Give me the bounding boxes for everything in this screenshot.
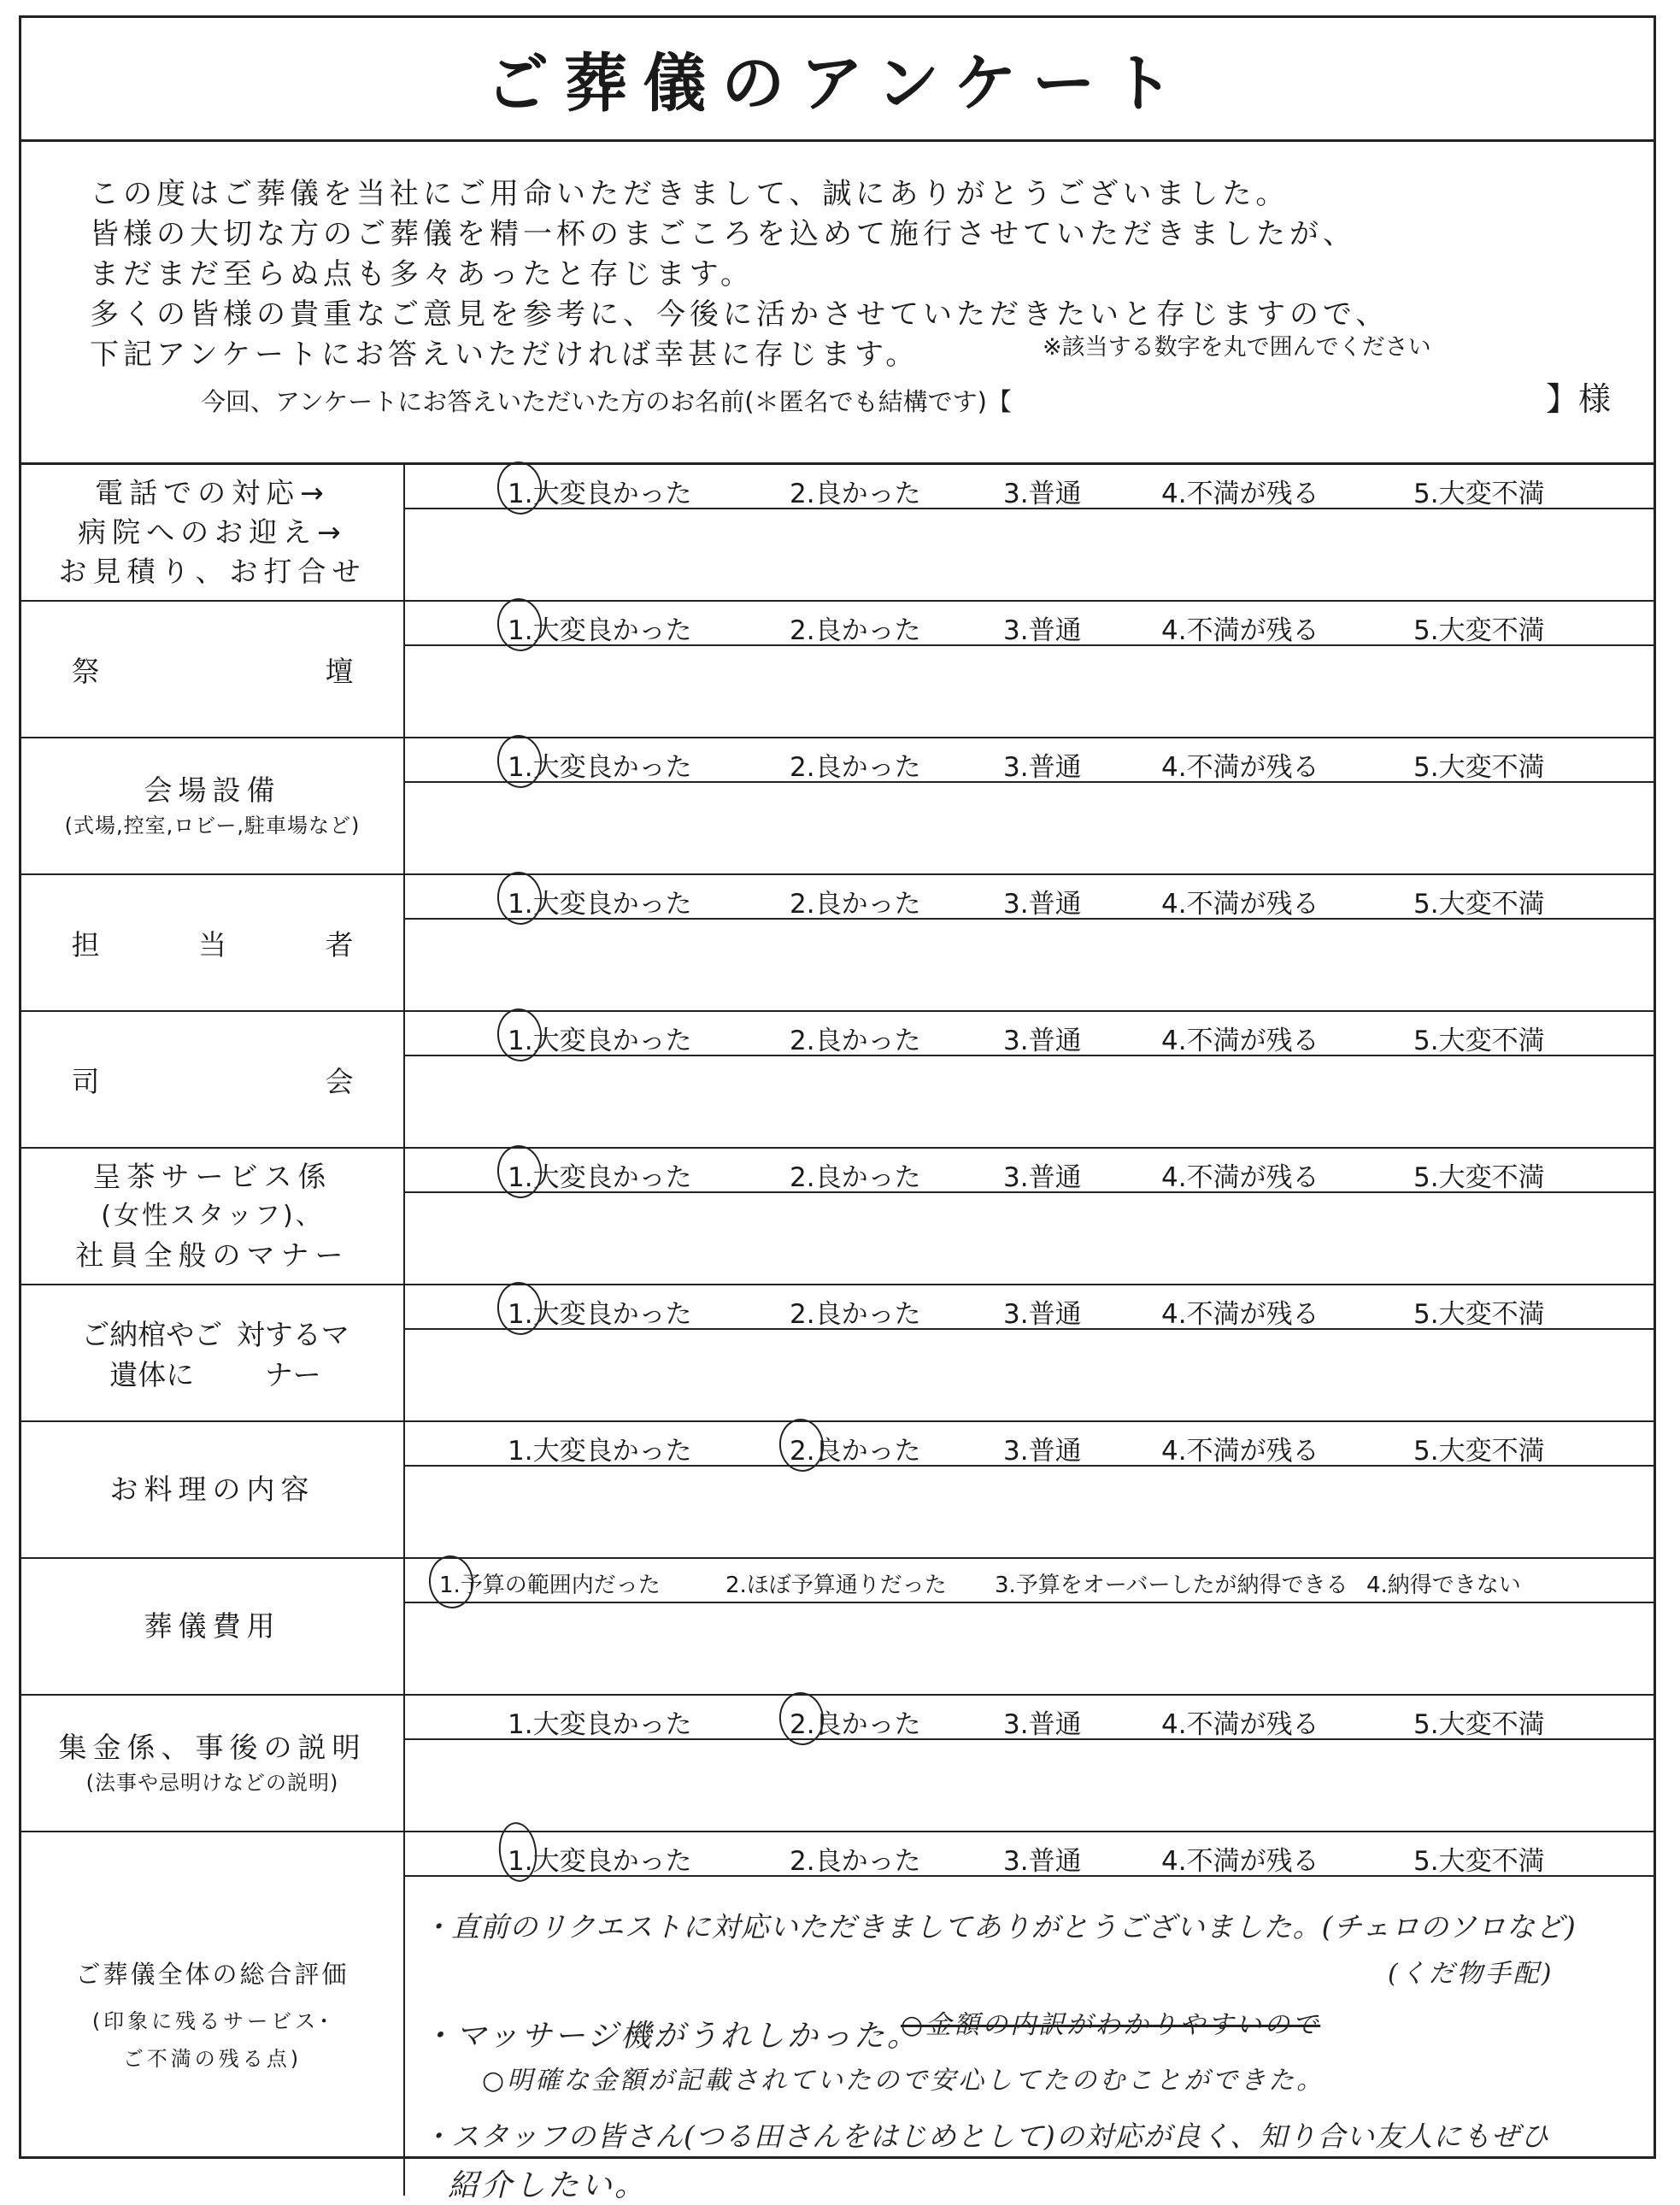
answer-area: [405, 1559, 1654, 1694]
question-label-text: 対するマナー: [236, 1318, 350, 1391]
answer-area: [405, 465, 1654, 600]
answer-option[interactable]: 1.大変良かった: [508, 1436, 692, 1467]
question-row: [21, 738, 1654, 875]
question-row: [21, 465, 1654, 602]
question-label-text: 葬儀費用: [144, 1609, 281, 1643]
answer-area: [405, 1012, 1654, 1147]
question-label-text: 司: [71, 1064, 100, 1098]
handwritten-comment: ・スタッフの皆さん(つる田さんをはじめとして)の対応が良く、知り合い友人にもぜひ: [422, 2120, 1550, 2153]
intro-line: この度はご葬儀を当社にご用命いただきまして、誠にありがとうございました。: [90, 177, 1289, 211]
answer-area: [405, 738, 1654, 873]
comment-line: [405, 1738, 1654, 1740]
title-box: [21, 18, 1654, 142]
question-label-spread: [72, 923, 354, 963]
question-label-text: お見積り、お打合せ: [58, 555, 367, 588]
answer-option[interactable]: 4.不満が残る: [1161, 1299, 1319, 1330]
question-row: [21, 1559, 1654, 1696]
question-label-text: 会: [325, 1064, 354, 1098]
question-label: [21, 1422, 405, 1557]
answer-option[interactable]: 3.普通: [1003, 889, 1082, 920]
answer-option[interactable]: 5.大変不満: [1413, 1709, 1545, 1740]
answer-option[interactable]: 1.予算の範囲内だった: [439, 1573, 661, 1598]
answer-option[interactable]: 3.普通: [1003, 1299, 1082, 1330]
question-row: [21, 1012, 1654, 1149]
handwritten-comment: (くだ物手配): [1388, 1959, 1554, 1989]
question-label-sub: ご不満の残る点): [122, 2046, 303, 2071]
name-field-label: 今回、アンケートにお答えいただいた方のお名前(＊匿名でも結構です)【: [201, 387, 1012, 416]
comment-line: [405, 1191, 1654, 1193]
answer-option[interactable]: 5.大変不満: [1413, 479, 1545, 509]
comment-line: [405, 1465, 1654, 1467]
handwritten-comment: ・直前のリクエストに対応いただきましてありがとうございました。(チェロのソロなど): [422, 1910, 1577, 1943]
answer-option[interactable]: 2.良かった: [790, 615, 921, 646]
question-label-text: 呈茶サービス係: [92, 1160, 332, 1193]
comment-line: [405, 918, 1654, 920]
comment-line: [405, 508, 1654, 509]
question-label-text: お料理の内容: [109, 1473, 315, 1506]
handwritten-comment: 紹介したい。: [448, 2168, 649, 2203]
answer-option[interactable]: 1.大変良かった: [508, 1846, 692, 1877]
question-row: [21, 1149, 1654, 1285]
question-label-text: 集金係、事後の説明: [58, 1731, 367, 1764]
question-label: [21, 738, 405, 873]
question-label: [21, 602, 405, 737]
answer-option[interactable]: 3.普通: [1003, 615, 1082, 646]
answer-option[interactable]: 2.良かった: [790, 1709, 921, 1740]
answer-option[interactable]: 4.不満が残る: [1161, 1846, 1319, 1877]
answer-option[interactable]: 2.良かった: [790, 889, 921, 920]
answer-area: [405, 1422, 1654, 1557]
question-row: [21, 1422, 1654, 1559]
question-label-text: 祭: [71, 654, 100, 688]
answer-option[interactable]: 5.大変不満: [1413, 752, 1545, 783]
answer-option[interactable]: 1.大変良かった: [508, 752, 692, 783]
question-label-text: 壇: [325, 654, 354, 688]
answer-option[interactable]: 2.良かった: [790, 752, 921, 783]
answer-option[interactable]: 4.不満が残る: [1161, 752, 1319, 783]
answer-option[interactable]: 1.大変良かった: [508, 1162, 692, 1193]
answer-option[interactable]: 1.大変良かった: [508, 889, 692, 920]
question-label-text: 社員全般のマナー: [75, 1238, 350, 1272]
answer-option[interactable]: 1.大変良かった: [508, 615, 692, 646]
question-label-text: 担: [71, 927, 100, 961]
answer-area: [405, 602, 1654, 737]
answer-option[interactable]: 3.予算をオーバーしたが納得できる: [995, 1573, 1348, 1598]
answer-option[interactable]: 3.普通: [1003, 1709, 1082, 1740]
question-label: [21, 1832, 405, 2196]
intro-line: まだまだ至らぬ点も多々あったと存じます。: [90, 257, 754, 291]
name-field-close: 】様: [1545, 380, 1611, 418]
answer-option[interactable]: 2.良かった: [790, 1846, 921, 1877]
question-row: [21, 1696, 1654, 1832]
answer-option[interactable]: 3.普通: [1003, 479, 1082, 509]
answer-option[interactable]: 2.良かった: [790, 1436, 921, 1467]
question-label-sub: (法事や忌明けなどの説明): [85, 1771, 339, 1795]
question-label: [21, 1696, 405, 1831]
question-rows: [21, 465, 1654, 2203]
intro-line: 多くの皆様の貴重なご意見を参考に、今後に活かさせていただきたいと存じますので、: [90, 297, 1389, 332]
question-row: [21, 875, 1654, 1012]
answer-option[interactable]: 3.普通: [1003, 1436, 1082, 1467]
answer-option[interactable]: 4.不満が残る: [1161, 615, 1319, 646]
answer-option[interactable]: 3.普通: [1003, 1846, 1082, 1877]
answer-option[interactable]: 3.普通: [1003, 1026, 1082, 1056]
answer-option[interactable]: 1.大変良かった: [508, 1709, 692, 1740]
question-label-text: 病院へのお迎え→: [78, 515, 347, 549]
answer-option[interactable]: 5.大変不満: [1413, 1162, 1545, 1193]
question-label: [21, 1012, 405, 1147]
question-label-text: ご葬儀全体の総合評価: [75, 1959, 350, 1989]
answer-option[interactable]: 1.大変良かった: [508, 1026, 692, 1056]
answer-option[interactable]: 4.不満が残る: [1161, 479, 1319, 509]
answer-option[interactable]: 4.不満が残る: [1161, 1436, 1319, 1467]
question-row-overall: [21, 1832, 1654, 2203]
answer-option[interactable]: 1.大変良かった: [508, 479, 692, 509]
question-label-sub: (印象に残るサービス･: [91, 2008, 333, 2033]
answer-option[interactable]: 5.大変不満: [1413, 1846, 1545, 1877]
question-label-text: 当: [198, 927, 226, 961]
answer-option[interactable]: 5.大変不満: [1413, 1299, 1545, 1330]
handwritten-comment: ・マッサージ機がうれしかった。: [422, 2019, 920, 2054]
question-label-sub: (式場,控室,ロビー,駐車場など): [64, 814, 361, 838]
comment-line: [405, 1328, 1654, 1330]
question-label-spread: [72, 1060, 354, 1100]
question-label-text: 者: [325, 927, 354, 961]
answer-option[interactable]: 4.納得できない: [1366, 1573, 1521, 1598]
intro-section: [21, 142, 1654, 465]
answer-option[interactable]: 5.大変不満: [1413, 615, 1545, 646]
answer-option[interactable]: 4.不満が残る: [1161, 1026, 1319, 1056]
answer-option[interactable]: 5.大変不満: [1413, 889, 1545, 920]
answer-option[interactable]: 2.良かった: [790, 1026, 921, 1056]
question-label-text: 会場設備: [144, 773, 281, 807]
question-label-text: 電話での対応→: [95, 476, 330, 509]
question-row: [21, 1285, 1654, 1422]
answer-area: [405, 875, 1654, 1010]
answer-option[interactable]: 5.大変不満: [1413, 1436, 1545, 1467]
question-label-text: (女性スタッフ)、: [101, 1201, 324, 1231]
comment-line: [405, 1055, 1654, 1056]
instruction-note: ※該当する数字を丸で囲んでください: [1043, 334, 1431, 361]
question-row: [21, 602, 1654, 738]
comment-line: [405, 644, 1654, 646]
answer-area: [405, 1285, 1654, 1420]
answer-option[interactable]: 3.普通: [1003, 1162, 1082, 1193]
question-label: [21, 1559, 405, 1694]
question-label-spread: [72, 1313, 354, 1393]
intro-line: 皆様の大切な方のご葬儀を精一杯のまごころを込めて施行させていただきましたが、: [90, 217, 1356, 251]
answer-option[interactable]: 2.良かった: [790, 479, 921, 509]
answer-option[interactable]: 1.大変良かった: [508, 1299, 692, 1330]
question-label-spread: [72, 650, 354, 690]
answer-option[interactable]: 2.良かった: [790, 1299, 921, 1330]
answer-option[interactable]: 5.大変不満: [1413, 1026, 1545, 1056]
answer-area: [405, 1149, 1654, 1284]
answer-option[interactable]: 4.不満が残る: [1161, 889, 1319, 920]
answer-option[interactable]: 2.ほぼ予算通りだった: [725, 1573, 947, 1598]
handwritten-comment: ○明確な金額が記載されていたので安心してたのむことができた。: [482, 2066, 1325, 2096]
answer-area: [405, 1832, 1654, 2203]
survey-sheet: [19, 15, 1656, 2203]
question-label-text: ご納棺やご遺体に: [81, 1318, 223, 1391]
handwritten-comment: ○金額の内訳がわかりやすいので: [901, 2010, 1321, 2040]
answer-option[interactable]: 2.良かった: [790, 1162, 921, 1193]
comment-line: [405, 781, 1654, 783]
question-label: [21, 465, 405, 600]
answer-option[interactable]: 4.不満が残る: [1161, 1709, 1319, 1740]
page-title: ご葬儀のアンケート: [485, 47, 1190, 121]
question-label: [21, 1285, 405, 1420]
question-label: [21, 1149, 405, 1284]
answer-area: [405, 1696, 1654, 1831]
answer-option[interactable]: 3.普通: [1003, 752, 1082, 783]
comment-line: [405, 1875, 1654, 1877]
comment-line: [405, 1602, 1654, 1603]
intro-line: 下記アンケートにお答えいただければ幸甚に存じます。: [90, 338, 919, 372]
question-label: [21, 875, 405, 1010]
answer-option[interactable]: 4.不満が残る: [1161, 1162, 1319, 1193]
